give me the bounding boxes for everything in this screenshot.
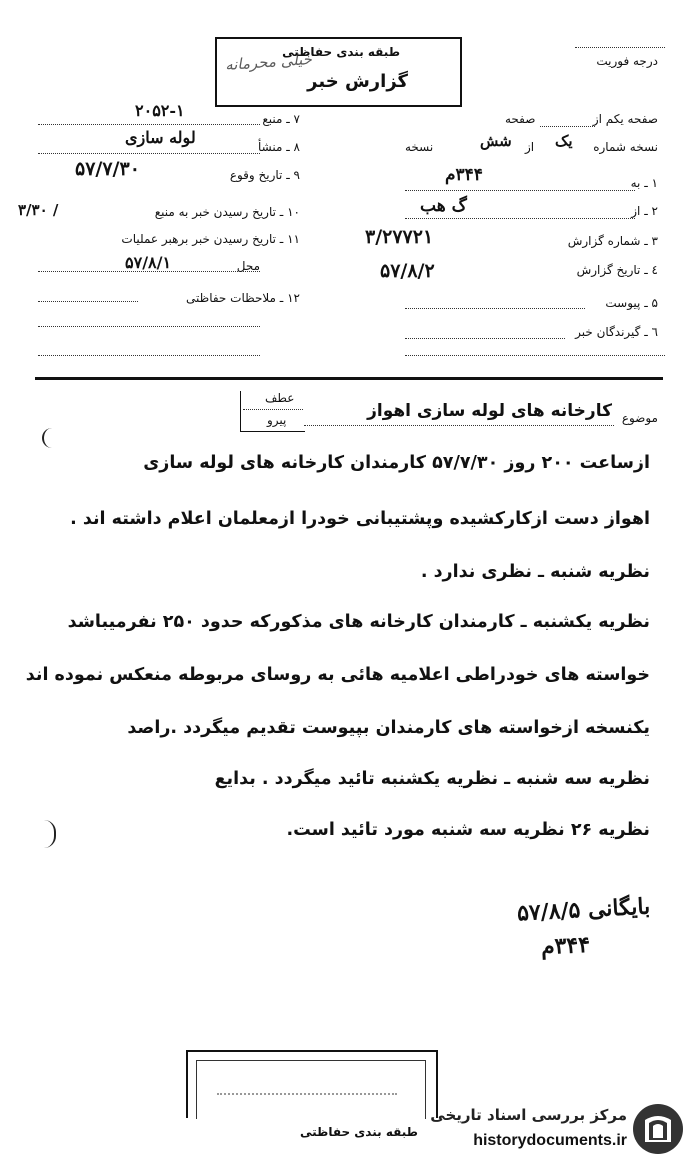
to-label: ۱ ـ به bbox=[630, 176, 658, 190]
watermark-logo-icon bbox=[631, 1102, 685, 1156]
recipients-line-2 bbox=[405, 355, 665, 356]
body-line-6: یکنسخه ازخواسته های کارمندان بپیوست تقدیم میگردد .راصد bbox=[127, 718, 650, 738]
copy-suffix: نسخه bbox=[405, 140, 434, 154]
to-value: ۳۴۴م bbox=[445, 165, 483, 185]
source-value: ۲۰۵۲-۱ bbox=[135, 101, 185, 120]
page-suffix: صفحه bbox=[505, 112, 536, 126]
handwritten-note-line2: ۳۴۴م bbox=[540, 931, 591, 961]
watermark-title: مرکز بررسی اسناد تاریخی bbox=[430, 1106, 627, 1124]
to-line bbox=[405, 190, 635, 191]
subject-text: کارخانه های لوله سازی اهواز bbox=[367, 401, 612, 421]
from-line bbox=[405, 218, 635, 219]
classification-stamp bbox=[215, 37, 462, 107]
from-value: گ هب bbox=[420, 196, 467, 216]
priority-line bbox=[575, 47, 665, 48]
reference-divider bbox=[243, 409, 303, 410]
handwritten-note-line1: بایگانی ۵۷/۸/۵ bbox=[516, 893, 651, 927]
source-label: ۷ ـ منبع bbox=[262, 112, 300, 126]
report-number-value: ۳/۲۷۷۲۱ bbox=[365, 226, 434, 248]
report-number-label: ۳ ـ شماره گزارش bbox=[567, 234, 658, 248]
received-by-leader-value: ۵۷/۸/۱ bbox=[125, 253, 172, 272]
body-line-1: ازساعت ۲۰۰ روز ۵۷/۷/۳۰ کارمندان کارخانه های لوله سازی bbox=[143, 453, 650, 473]
body-line-4: نظریه یکشنبه ـ کارمندان کارخانه های مذکورکه حدود ۲۵۰ نفرمیباشد bbox=[67, 612, 650, 632]
report-date-value: ۵۷/۸/۲ bbox=[380, 260, 435, 282]
occurrence-date-label: ۹ ـ تاریخ وقوع bbox=[229, 168, 300, 182]
occurrence-date-value: ۵۷/۷/۳۰ bbox=[75, 158, 140, 180]
received-by-leader-label: ۱۱ ـ تاریخ رسیدن خبر برهبر عملیات bbox=[121, 232, 300, 246]
recipients-line-1 bbox=[405, 338, 565, 339]
body-line-5: خواسته های خودراطی اعلامیه هائی به روسای مربوطه منعکس نموده اند bbox=[25, 665, 650, 685]
notes-line-2 bbox=[38, 355, 260, 356]
bottom-stamp-inner bbox=[196, 1060, 426, 1119]
reference-pirow: پیرو bbox=[267, 413, 287, 427]
report-type-title: گزارش خبر bbox=[307, 71, 408, 92]
copy-total-value: شش bbox=[480, 132, 512, 150]
copy-number-of: از bbox=[525, 140, 535, 154]
priority-label: درجه فوریت bbox=[596, 54, 658, 68]
margin-bracket-top bbox=[42, 428, 54, 448]
page-line bbox=[540, 126, 595, 127]
header-separator bbox=[35, 377, 663, 380]
reference-box bbox=[240, 391, 305, 432]
subject-line bbox=[304, 425, 614, 426]
body-line-8: نظریه ۲۶ نظریه سه شنبه مورد تائید است. bbox=[286, 820, 650, 840]
body-line-7: نظریه سه شنبه ـ نظریه یکشنبه تائید میگردد . بدایع bbox=[214, 769, 650, 789]
classification-label: طبقه بندی حفاظتی bbox=[282, 45, 400, 59]
location-label: محل bbox=[236, 259, 260, 273]
notes-line-0 bbox=[38, 301, 138, 302]
reference-atf: عطف bbox=[265, 391, 295, 405]
from-label: ۲ ـ از bbox=[631, 204, 658, 218]
bottom-stamp-faint-lines bbox=[217, 1081, 397, 1095]
body-line-3: نظریه شنبه ـ نظری ندارد . bbox=[420, 562, 650, 582]
handwritten-note bbox=[420, 895, 660, 975]
subject-label: موضوع bbox=[621, 411, 658, 425]
received-by-source-value: ۳/۳۰ / bbox=[18, 201, 59, 219]
report-date-label: ٤ ـ تاریخ گزارش bbox=[576, 263, 658, 277]
classification-scrawl: خیلی محرمانه bbox=[224, 49, 313, 75]
source-line bbox=[38, 124, 260, 125]
security-notes-label: ۱۲ ـ ملاحظات حفاظتی bbox=[186, 291, 300, 305]
watermark bbox=[395, 1096, 695, 1160]
notes-line-1 bbox=[38, 326, 260, 327]
body-line-2: اهواز دست ازکارکشیده وپشتیبانی خودرا ازمعلمان اعلام داشته اند . bbox=[70, 509, 650, 529]
copy-number-value: یک bbox=[555, 132, 573, 150]
watermark-url: historydocuments.ir bbox=[473, 1132, 627, 1149]
location-line bbox=[38, 271, 260, 272]
attachment-line bbox=[405, 308, 585, 309]
origin-line bbox=[38, 153, 260, 154]
attachment-label: ۵ ـ پیوست bbox=[605, 296, 658, 310]
received-by-source-label: ۱۰ ـ تاریخ رسیدن خبر به منبع bbox=[154, 205, 300, 219]
copy-number-label: نسخه شماره bbox=[593, 140, 658, 154]
bottom-stamp-text: طبقه بندی حفاظتی bbox=[300, 1125, 418, 1139]
origin-label: ۸ ـ منشأ bbox=[257, 140, 300, 154]
page-count-label: صفحه یکم از bbox=[592, 112, 658, 126]
recipients-label: ٦ ـ گیرندگان خبر bbox=[575, 325, 658, 339]
origin-value: لوله سازی bbox=[125, 128, 196, 147]
